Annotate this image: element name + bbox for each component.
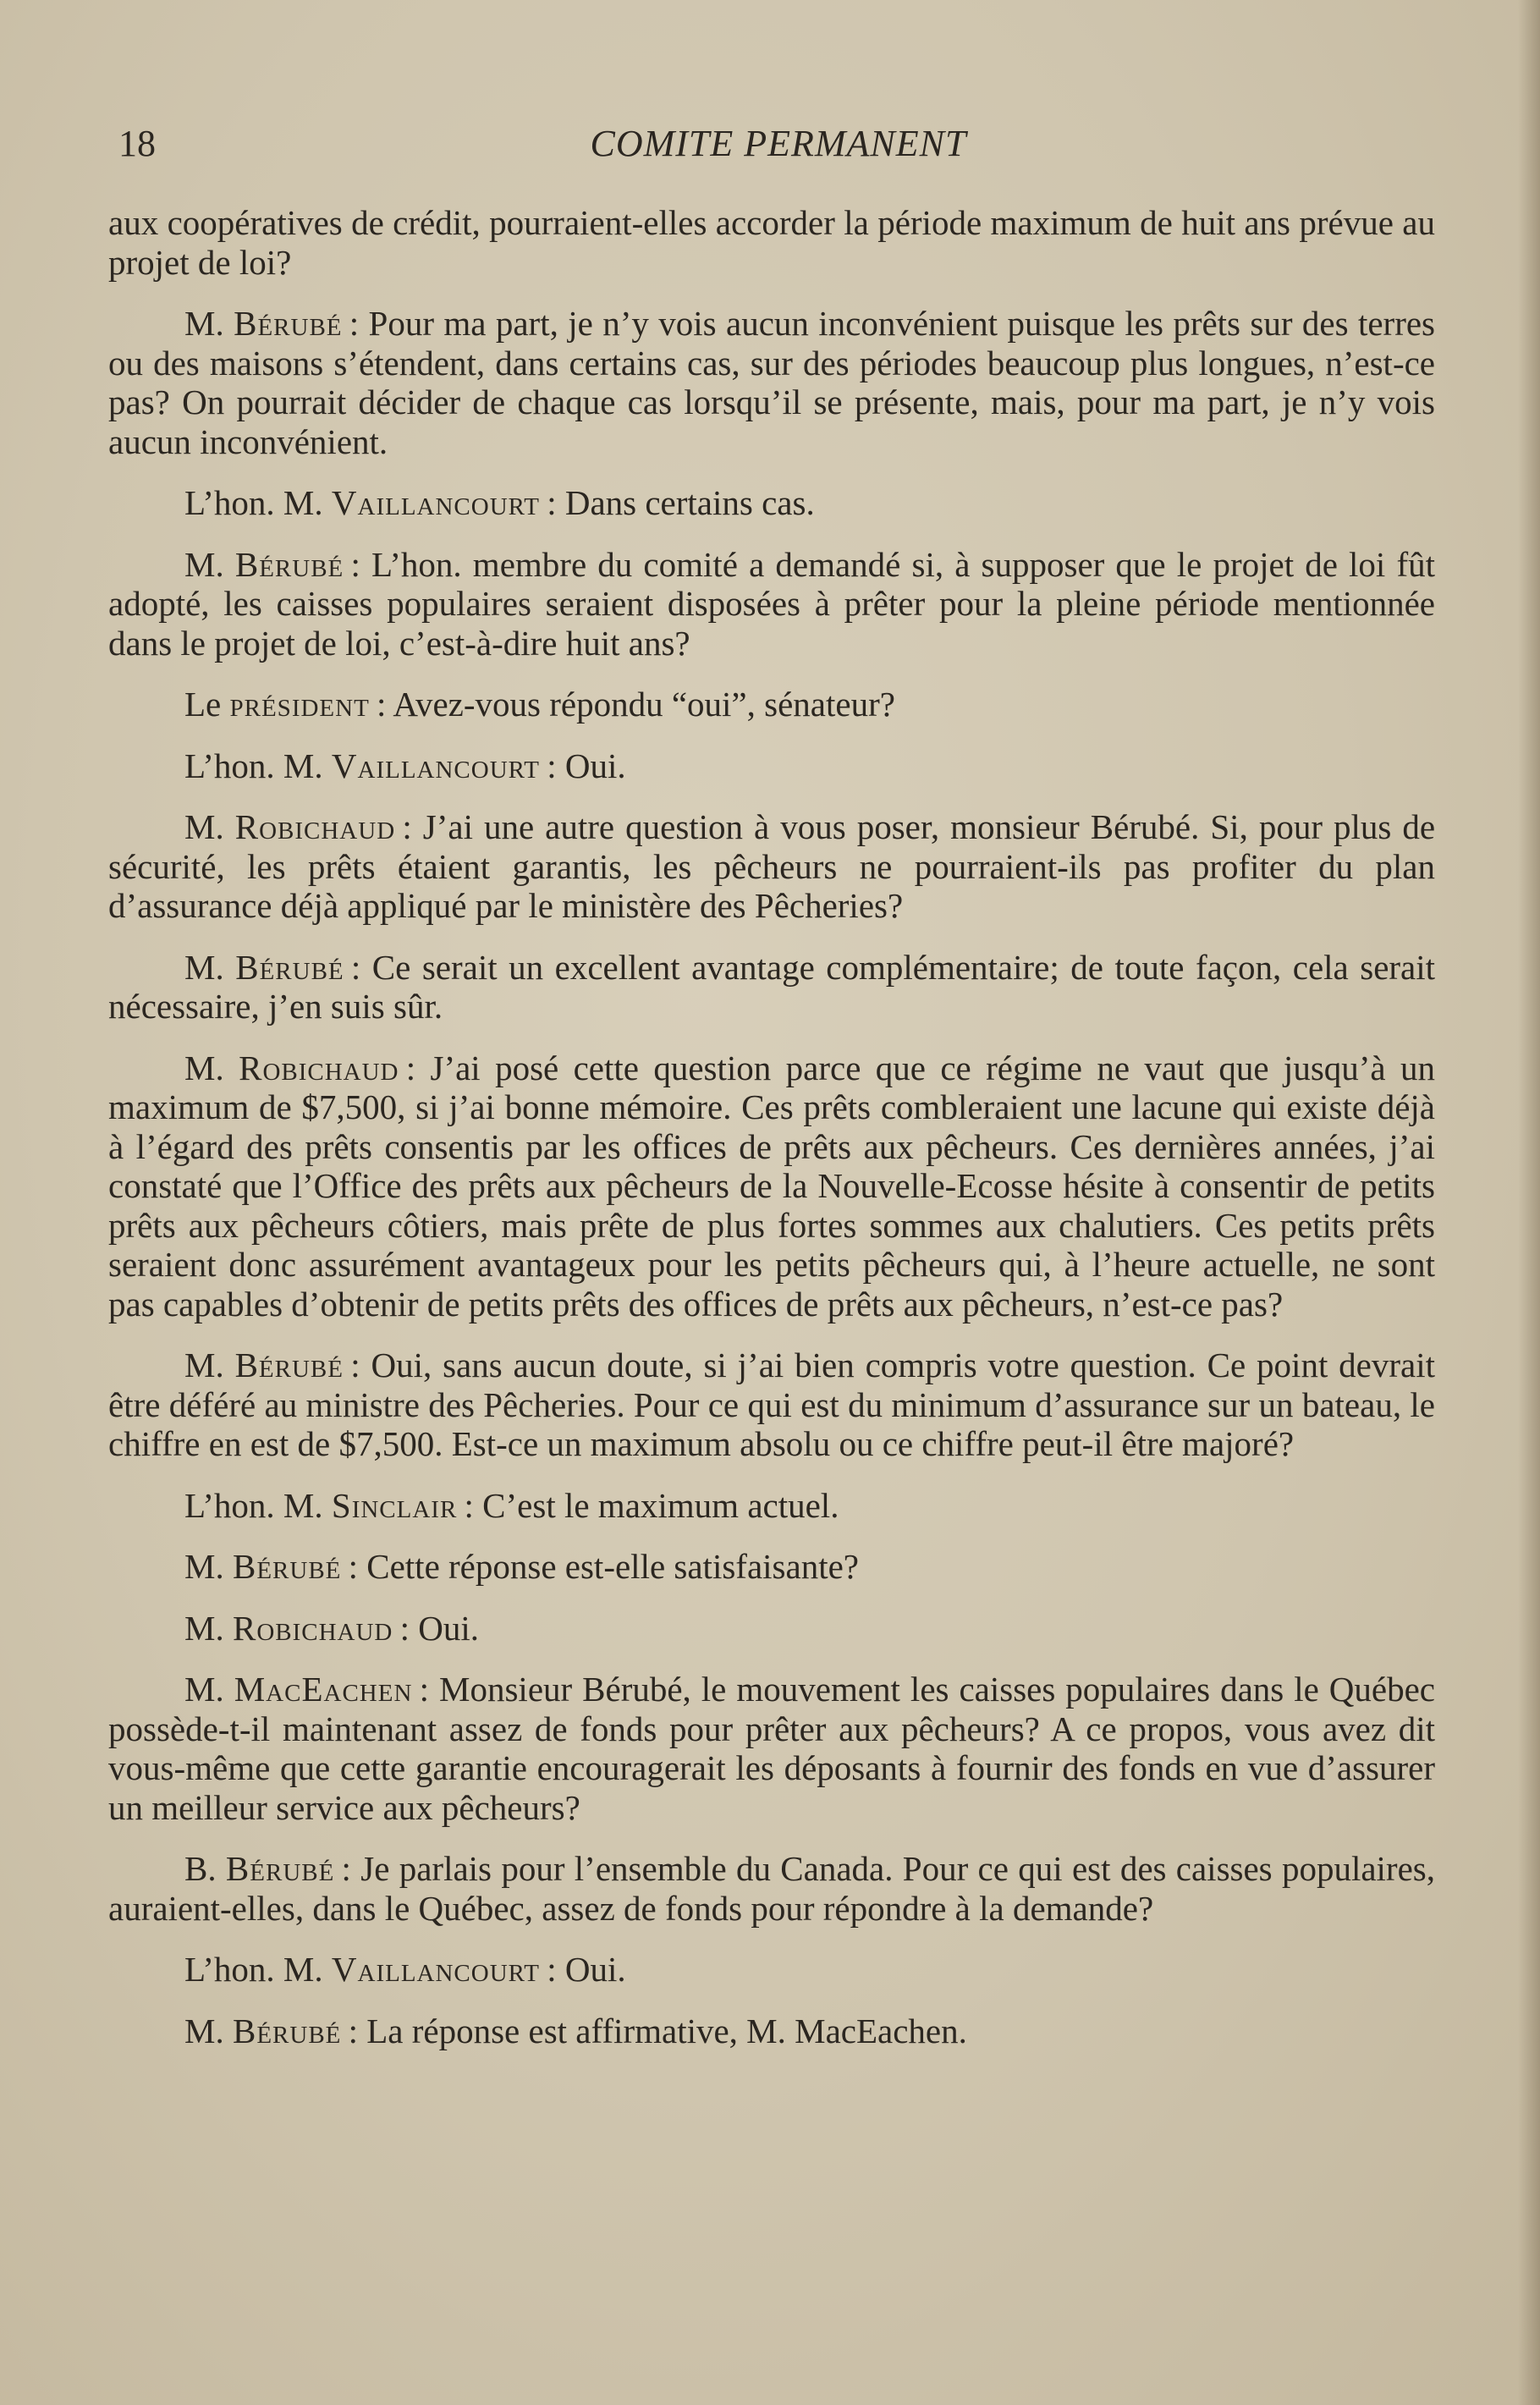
speaker-prefix: L’hon. M. — [184, 1485, 323, 1525]
paragraph-text: Je parlais pour l’ensemble du Canada. Pour ce qui est des caisses populaires, auraient-elles, dans le Québec, assez de fonds pour répondre à la demande? — [108, 1849, 1435, 1928]
speaker-prefix: M. — [184, 1547, 224, 1586]
speaker-name: président — [229, 685, 370, 724]
speaker-name: Vaillancourt — [331, 1950, 540, 1989]
speaker-paragraph — [108, 746, 1435, 786]
speaker-separator: : — [350, 544, 360, 584]
paragraph-text: Oui. — [418, 1608, 479, 1648]
page-header — [118, 118, 1438, 169]
speaker-prefix: M. — [184, 304, 224, 343]
speaker-prefix: M. — [184, 807, 224, 846]
speaker-separator: : — [377, 685, 387, 724]
paragraph-text: Cette réponse est-elle satisfaisante? — [366, 1547, 859, 1586]
transcript-body — [108, 203, 1435, 2072]
page-edge-shadow — [1518, 0, 1540, 2405]
paragraph-text: Dans certains cas. — [564, 483, 815, 522]
speaker-paragraph — [108, 948, 1435, 1026]
paragraph-text: aux coopératives de crédit, pourraient-elles accorder la période maximum de huit ans prévue au projet de loi? — [108, 203, 1435, 282]
speaker-paragraph — [108, 1547, 1435, 1587]
speaker-paragraph — [108, 1670, 1435, 1827]
paragraph-text: Oui, sans aucun doute, si j’ai bien compris votre question. Ce point devrait être déféré au ministre des Pêcheries. Pour ce qui est du minimum d’assurance sur un bateau, le chiffre en est de $7,500. Est-ce un maximum absolu ou ce chiffre peut-il être majoré? — [108, 1346, 1436, 1463]
speaker-prefix: M. — [184, 2011, 224, 2050]
continuation-paragraph — [108, 203, 1435, 282]
speaker-name: Robichaud — [239, 1048, 399, 1087]
speaker-prefix: L’hon. M. — [184, 1950, 323, 1989]
speaker-paragraph — [108, 807, 1435, 926]
speaker-name: Bérubé — [232, 2011, 342, 2050]
speaker-separator: : — [547, 746, 557, 785]
speaker-paragraph — [108, 1849, 1435, 1928]
paragraph-text: L’hon. membre du comité a demandé si, à supposer que le projet de loi fût adopté, les caisses populaires seraient disposées à prêter pour la pleine période mentionnée dans le projet de loi, c’est-à-dire huit ans? — [108, 544, 1435, 663]
paragraph-text: Monsieur Bérubé, le mouvement les caisses populaires dans le Québec possède-t-il maintenant assez de fonds pour prêter aux pêcheurs? A ce propos, vous avez dit vous-même que cette garantie encouragerait les déposants à fournir des fonds en vue d’assurer un meilleur service aux pêcheurs? — [108, 1670, 1436, 1827]
speaker-separator: : — [464, 1485, 474, 1525]
running-head: COMITE PERMANENT — [590, 123, 967, 164]
speaker-separator: : — [349, 304, 360, 343]
speaker-separator: : — [547, 1950, 557, 1989]
speaker-separator: : — [350, 1346, 360, 1384]
speaker-paragraph — [108, 304, 1435, 461]
speaker-name: Bérubé — [225, 1849, 335, 1888]
paragraph-text: C’est le maximum actuel. — [482, 1485, 839, 1525]
speaker-separator: : — [405, 1048, 416, 1087]
speaker-prefix: M. — [184, 947, 224, 987]
speaker-paragraph — [108, 1609, 1435, 1648]
speaker-prefix: M. — [184, 1346, 224, 1384]
speaker-separator: : — [419, 1670, 430, 1709]
speaker-paragraph — [108, 545, 1435, 663]
speaker-separator: : — [402, 807, 412, 846]
page-number: 18 — [118, 123, 156, 164]
speaker-prefix: Le — [184, 685, 222, 724]
speaker-name: Bérubé — [232, 1547, 342, 1586]
speaker-prefix: L’hon. M. — [184, 746, 323, 785]
paragraph-text: Oui. — [564, 1950, 626, 1989]
speaker-prefix: M. — [184, 544, 224, 584]
speaker-prefix: M. — [184, 1048, 224, 1087]
speaker-name: Sinclair — [331, 1485, 458, 1525]
speaker-name: Bérubé — [234, 1346, 344, 1384]
speaker-separator: : — [341, 1849, 351, 1888]
speaker-paragraph — [108, 685, 1435, 724]
speaker-paragraph — [108, 1346, 1435, 1464]
speaker-prefix: B. — [184, 1849, 217, 1888]
speaker-paragraph — [108, 483, 1435, 523]
speaker-name: Bérubé — [235, 947, 344, 987]
speaker-prefix: M. — [184, 1608, 224, 1648]
speaker-paragraph — [108, 1048, 1435, 1324]
paragraph-text: J’ai une autre question à vous poser, monsieur Bérubé. Si, pour plus de sécurité, les prêts étaient garantis, les pêcheurs ne pourraient-ils pas profiter du plan d’assurance déjà appliqué par le ministère des Pêcheries? — [108, 807, 1436, 925]
speaker-name: Robichaud — [232, 1608, 393, 1648]
paragraph-text: Avez-vous répondu “oui”, sénateur? — [393, 685, 895, 724]
speaker-name: Robichaud — [234, 807, 396, 846]
speaker-prefix: L’hon. M. — [184, 483, 323, 522]
speaker-paragraph — [108, 1950, 1435, 1989]
paragraph-text: La réponse est affirmative, M. MacEachen. — [366, 2011, 967, 2050]
paragraph-text: Oui. — [564, 746, 626, 785]
speaker-name: Bérubé — [234, 544, 344, 584]
speaker-separator: : — [350, 947, 361, 987]
paragraph-text: Ce serait un excellent avantage complémentaire; de toute façon, cela serait nécessaire, j’en suis sûr. — [108, 947, 1436, 1026]
speaker-separator: : — [547, 483, 557, 522]
speaker-separator: : — [399, 1608, 410, 1648]
speaker-name: MacEachen — [234, 1670, 413, 1709]
speaker-paragraph — [108, 1486, 1435, 1526]
speaker-name: Bérubé — [234, 304, 343, 343]
paragraph-text: J’ai posé cette question parce que ce régime ne vaut que jusqu’à un maximum de $7,500, si j’ai bonne mémoire. Ces prêts combleraient une lacune qui existe déjà à l’égard des prêts consentis par les offices de prêts aux pêcheurs. Ces dernières années, j’ai constaté que l’Office des prêts aux pêcheurs de la Nouvelle-Ecosse hésite à consentir de petits prêts aux pêcheurs côtiers, mais prête de plus fortes sommes aux chalutiers. Ces petits prêts seraient donc assurément avantageux pour les petits pêcheurs qui, à l’heure actuelle, ne sont pas capables d’obtenir de petits prêts des offices de prêts aux pêcheurs, n’est-ce pas? — [108, 1048, 1436, 1324]
speaker-separator: : — [348, 2011, 358, 2050]
speaker-name: Vaillancourt — [331, 746, 540, 785]
speaker-name: Vaillancourt — [331, 483, 540, 522]
paragraph-text: Pour ma part, je n’y vois aucun inconvénient puisque les prêts sur des terres ou des maisons s’étendent, dans certains cas, sur des périodes beaucoup plus longues, n’est-ce pas? On pourrait décider de chaque cas lorsqu’il se présente, mais, pour ma part, je n’y vois aucun inconvénient. — [108, 304, 1435, 461]
speaker-prefix: M. — [184, 1670, 224, 1709]
speaker-paragraph — [108, 2012, 1435, 2051]
speaker-separator: : — [348, 1547, 358, 1586]
